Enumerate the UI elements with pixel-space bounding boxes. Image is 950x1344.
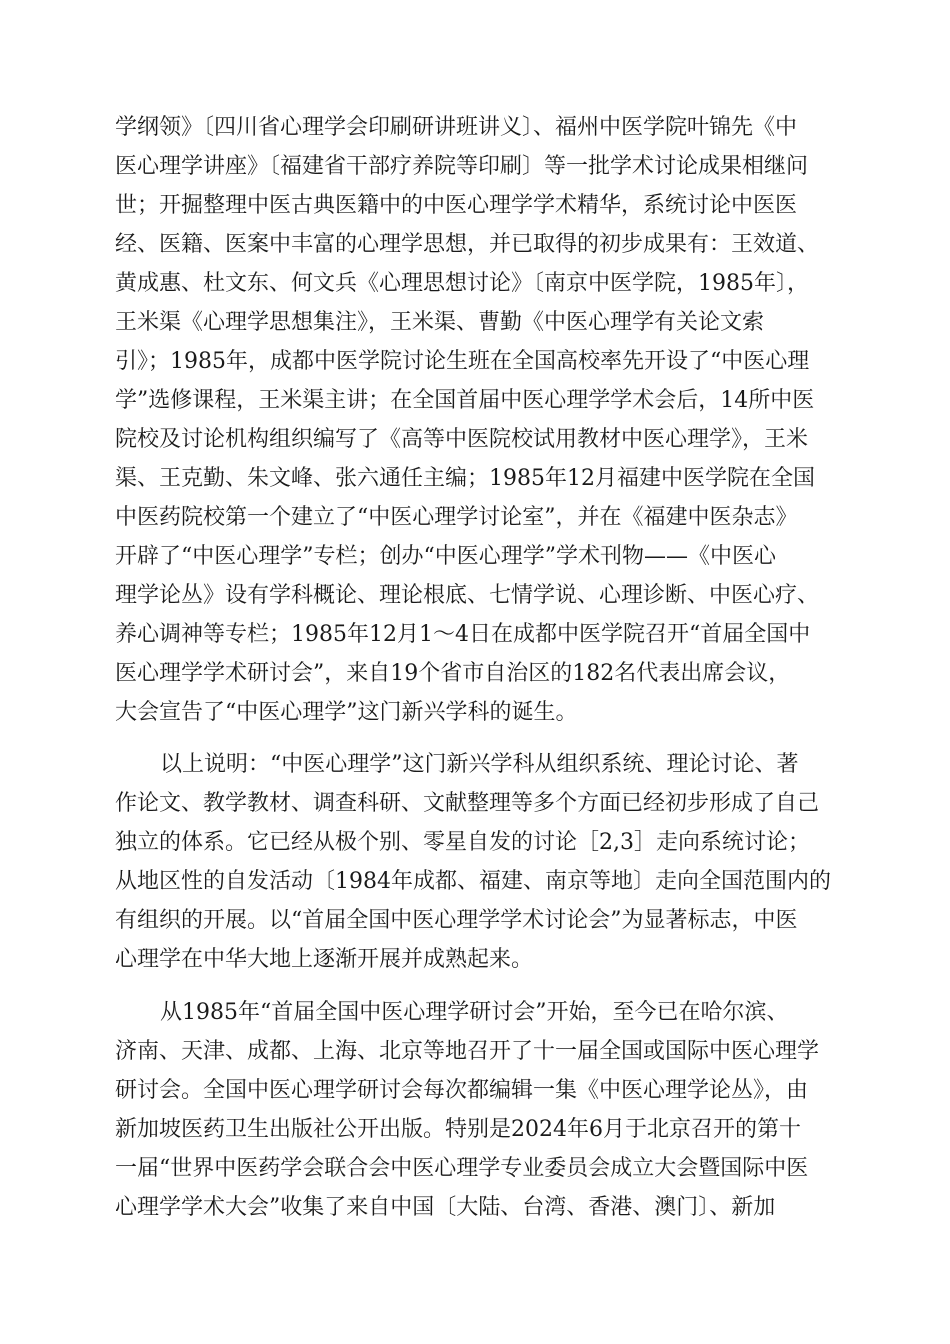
text-line: 引》；1985年，成都中医学院讨论生班在全国高校率先开设了“中医心理 bbox=[115, 349, 810, 374]
text-line: 经、医籍、医案中丰富的心理学思想，并已取得的初步成果有：王效道、 bbox=[115, 232, 820, 257]
text-line: 开辟了“中医心理学”专栏；创办“中医心理学”学术刊物——《中医心 bbox=[115, 544, 776, 569]
text-line: 黄成惠、杜文东、何文兵《心理思想讨论》〔南京中医学院，1985年〕， bbox=[115, 271, 809, 296]
text-line: 作论文、教学教材、调查科研、文献整理等多个方面已经初步形成了自己 bbox=[115, 791, 820, 816]
text-line: 理学论丛》设有学科概论、理论根底、七情学说、心理诊断、中医心疗、 bbox=[115, 583, 820, 608]
text-line: 一届“世界中医药学会联合会中医心理学专业委员会成立大会暨国际中医 bbox=[115, 1156, 809, 1181]
text-line: 学纲领》〔四川省心理学会印刷研讲班讲义〕、福州中医学院叶锦先《中 bbox=[115, 115, 798, 140]
text-line: 以上说明：“中医心理学”这门新兴学科从组织系统、理论讨论、著 bbox=[160, 752, 799, 777]
text-line: 养心调神等专栏；1985年12月1～4日在成都中医学院召开“首届全国中 bbox=[115, 622, 811, 647]
text-line: 从1985年“首届全国中医心理学研讨会”开始，至今已在哈尔滨、 bbox=[160, 1000, 789, 1025]
text-line: 新加坡医药卫生出版社公开出版。特别是2024年6月于北京召开的第十 bbox=[115, 1117, 801, 1142]
text-line: 王米渠《心理学思想集注》，王米渠、曹勤《中医心理学有关论文索 bbox=[115, 310, 765, 335]
text-line: 中医药院校第一个建立了“中医心理学讨论室”，并在《福建中医杂志》 bbox=[115, 505, 798, 530]
text-line: 独立的体系。它已经从极个别、零星自发的讨论［2,3］走向系统讨论； bbox=[115, 830, 810, 855]
text-line: 世；开掘整理中医古典医籍中的中医心理学学术精华，系统讨论中医医 bbox=[115, 193, 798, 218]
text-line: 从地区性的自发活动〔1984年成都、福建、南京等地〕走向全国范围内的 bbox=[115, 869, 831, 894]
text-line: 心理学在中华大地上逐渐开展并成熟起来。 bbox=[115, 947, 534, 972]
text-line: 心理学学术大会”收集了来自中国〔大陆、台湾、香港、澳门〕、新加 bbox=[115, 1195, 776, 1220]
text-line: 渠、王克勤、朱文峰、张六通任主编；1985年12月福建中医学院在全国 bbox=[115, 466, 815, 491]
text-line: 学”选修课程，王米渠主讲；在全国首届中医心理学学术会后，14所中医 bbox=[115, 388, 815, 413]
text-line: 研讨会。全国中医心理学研讨会每次都编辑一集《中医心理学论丛》，由 bbox=[115, 1078, 809, 1103]
text-line: 有组织的开展。以“首届全国中医心理学学术讨论会”为显著标志，中医 bbox=[115, 908, 798, 933]
text-line: 济南、天津、成都、上海、北京等地召开了十一届全国或国际中医心理学 bbox=[115, 1039, 820, 1064]
text-line: 院校及讨论机构组织编写了《高等中医院校试用教材中医心理学》，王米 bbox=[115, 427, 809, 452]
text-line: 医心理学讲座》〔福建省干部疗养院等印刷〕等一批学术讨论成果相继问 bbox=[115, 154, 809, 179]
text-line: 医心理学学术研讨会”，来自19个省市自治区的182名代表出席会议， bbox=[115, 661, 791, 686]
text-line: 大会宣告了“中医心理学”这门新兴学科的诞生。 bbox=[115, 700, 578, 725]
